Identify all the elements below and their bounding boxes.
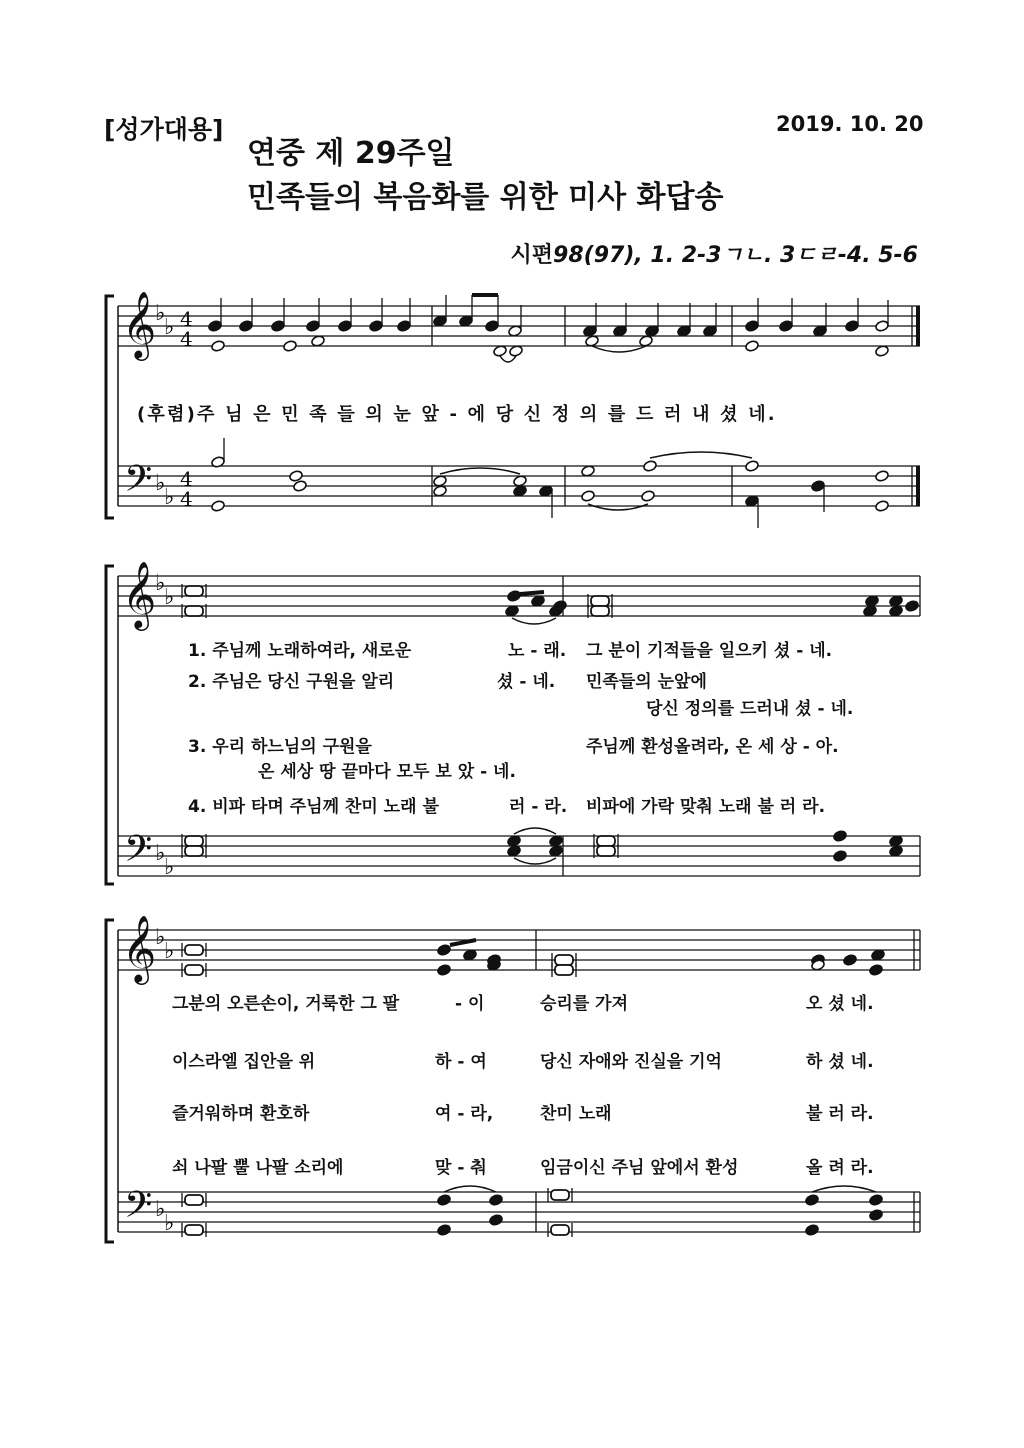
refrain-lyrics: (후렴)주 님 은 민 족 들 의 눈 앞 - 에 당 신 정 의 를 드 러 내 셨 네. <box>137 404 777 425</box>
verse2-a-left: 2. 주님은 당신 구원을 알리 <box>188 672 395 692</box>
flat-sign: ♭ <box>155 1197 166 1222</box>
treble-clef: 𝄞 <box>122 290 157 358</box>
breve-note <box>185 1225 203 1235</box>
tie <box>592 346 646 352</box>
notehead <box>869 964 884 977</box>
verse2-b-mid: 하 - 여 <box>435 1052 487 1072</box>
verse1-a-mid: 노 - 래. <box>508 641 567 661</box>
verse1-a-left: 1. 주님께 노래하여라, 새로운 <box>188 641 412 661</box>
notehead <box>211 340 226 353</box>
flat-sign: ♭ <box>155 925 166 950</box>
notehead <box>833 830 848 843</box>
notehead <box>211 500 226 513</box>
system-bracket <box>106 566 114 884</box>
notehead <box>643 460 658 473</box>
notehead <box>369 320 384 333</box>
notehead <box>485 320 500 333</box>
verse2-b-left: 이스라엘 집안을 위 <box>172 1052 316 1072</box>
breve-note <box>185 965 203 975</box>
notehead <box>905 600 920 613</box>
notehead <box>489 1214 504 1227</box>
bass-clef: 𝄢 <box>124 1184 153 1235</box>
flat-sign: ♭ <box>164 315 175 340</box>
treble-clef: 𝄞 <box>122 914 157 982</box>
breve-note <box>185 606 203 616</box>
verse1-b-end: 오 셨 네. <box>806 994 874 1014</box>
beam <box>520 592 544 594</box>
notehead <box>641 490 656 503</box>
breve-note <box>591 606 609 616</box>
notehead <box>805 1224 820 1237</box>
verse2-b-right: 당신 자애와 진실을 기억 <box>540 1052 722 1072</box>
notehead <box>745 320 760 333</box>
notehead <box>779 320 794 333</box>
treble-clef: 𝄞 <box>122 560 157 628</box>
psalm-prefix: 시편 <box>510 243 554 268</box>
notehead <box>293 480 308 493</box>
beam <box>450 940 476 945</box>
verse4-b-left: 쇠 나팔 뿔 나팔 소리에 <box>172 1158 344 1178</box>
bass-clef: 𝄢 <box>124 828 153 879</box>
verse2-a-right-cont: 당신 정의를 드러내 셨 - 네. <box>646 699 854 719</box>
flat-sign: ♭ <box>155 471 166 496</box>
breve-note <box>551 1225 569 1235</box>
notehead <box>306 320 321 333</box>
verse3-a-left: 3. 우리 하느님의 구원을 <box>188 737 372 757</box>
breve-note <box>555 955 573 965</box>
breve-note <box>597 846 615 856</box>
tie <box>440 468 520 474</box>
notehead <box>875 500 890 513</box>
breve-note <box>185 945 203 955</box>
breve-note <box>185 586 203 596</box>
notehead <box>833 850 848 863</box>
flat-sign: ♭ <box>164 855 175 880</box>
verse4-b-right: 임금이신 주님 앞에서 환성 <box>540 1158 739 1178</box>
verse1-b-left: 그분의 오른손이, 거룩한 그 팔 <box>172 994 400 1014</box>
flat-sign: ♭ <box>164 585 175 610</box>
notehead <box>283 340 298 353</box>
tie <box>512 618 556 624</box>
notehead <box>875 470 890 483</box>
flat-sign: ♭ <box>155 301 166 326</box>
verse3-a-right: 주님께 환성올려라, 온 세 상 - 아. <box>586 737 839 757</box>
notehead <box>507 590 522 603</box>
notehead <box>875 320 890 333</box>
verse3-b-end: 불 러 라. <box>806 1104 874 1124</box>
breve-note <box>185 836 203 846</box>
breve-note <box>597 836 615 846</box>
flat-sign: ♭ <box>155 841 166 866</box>
date: 2019. 10. 20 <box>776 112 924 136</box>
bass-clef: 𝄢 <box>124 458 153 509</box>
notehead <box>437 944 452 957</box>
verse4-b-end: 올 려 라. <box>806 1158 874 1178</box>
breve-note <box>185 846 203 856</box>
verse1-b-mid: - 이 <box>455 994 485 1014</box>
notehead <box>437 1194 452 1207</box>
page-title: 연중 제 29주일 <box>247 136 455 171</box>
notehead <box>271 320 286 333</box>
verse3-b-right: 찬미 노래 <box>540 1104 612 1124</box>
system-bracket <box>106 920 114 1242</box>
notehead <box>239 320 254 333</box>
verse2-a-right: 민족들의 눈앞에 <box>586 672 707 692</box>
time-signature: 4 <box>180 487 193 511</box>
time-signature: 4 <box>180 307 193 331</box>
choir-tag: [성가대용] <box>104 115 224 144</box>
system-bracket <box>106 296 114 518</box>
flat-sign: ♭ <box>164 485 175 510</box>
notehead <box>581 490 596 503</box>
notehead <box>437 964 452 977</box>
tie <box>650 452 752 458</box>
verse3-b-mid: 여 - 라, <box>435 1104 494 1124</box>
verse4-a-right: 비파에 가락 맞춰 노래 불 러 라. <box>586 797 826 817</box>
flat-sign: ♭ <box>164 939 175 964</box>
breve-note <box>551 1190 569 1200</box>
verse4-b-mid: 맞 - 춰 <box>435 1158 487 1178</box>
verse1-b-right: 승리를 가져 <box>540 994 629 1014</box>
verse1-a-right: 그 분이 기적들을 일으키 셨 - 네. <box>586 641 833 661</box>
notehead <box>489 1194 504 1207</box>
notehead <box>845 320 860 333</box>
tie <box>812 1186 876 1192</box>
page-subtitle: 민족들의 복음화를 위한 미사 화답송 <box>247 180 724 215</box>
tie <box>514 858 556 864</box>
flat-sign: ♭ <box>155 571 166 596</box>
notehead <box>338 320 353 333</box>
verse3-a-cont: 온 세상 땅 끝마다 모두 보 았 - 네. <box>258 762 516 782</box>
notehead <box>805 1194 820 1207</box>
notehead <box>289 470 304 483</box>
breve-note <box>555 965 573 975</box>
notehead <box>745 340 760 353</box>
breve-note <box>591 596 609 606</box>
tie <box>500 356 516 362</box>
tie <box>514 828 556 834</box>
breve-note <box>185 1195 203 1205</box>
verse3-b-left: 즐거워하며 환호하 <box>172 1104 310 1124</box>
flat-sign: ♭ <box>164 1211 175 1236</box>
notehead <box>869 1194 884 1207</box>
psalm-verses: 98(97), 1. 2-3ㄱㄴ. 3ㄷㄹ-4. 5-6 <box>553 243 918 268</box>
notehead <box>869 1209 884 1222</box>
notehead <box>437 1224 452 1237</box>
notehead <box>208 320 223 333</box>
time-signature: 4 <box>180 327 193 351</box>
verse2-a-mid: 셨 - 네. <box>497 672 556 692</box>
notehead <box>397 320 412 333</box>
verse2-b-end: 하 셨 네. <box>806 1052 874 1072</box>
time-signature: 4 <box>180 467 193 491</box>
tie <box>588 504 648 510</box>
notehead <box>843 954 858 967</box>
notehead <box>811 480 826 493</box>
tie <box>444 1186 496 1192</box>
notehead <box>745 460 760 473</box>
verse4-a-mid: 러 - 라. <box>509 797 568 817</box>
verse4-a-left: 4. 비파 타며 주님께 찬미 노래 불 <box>188 797 439 817</box>
